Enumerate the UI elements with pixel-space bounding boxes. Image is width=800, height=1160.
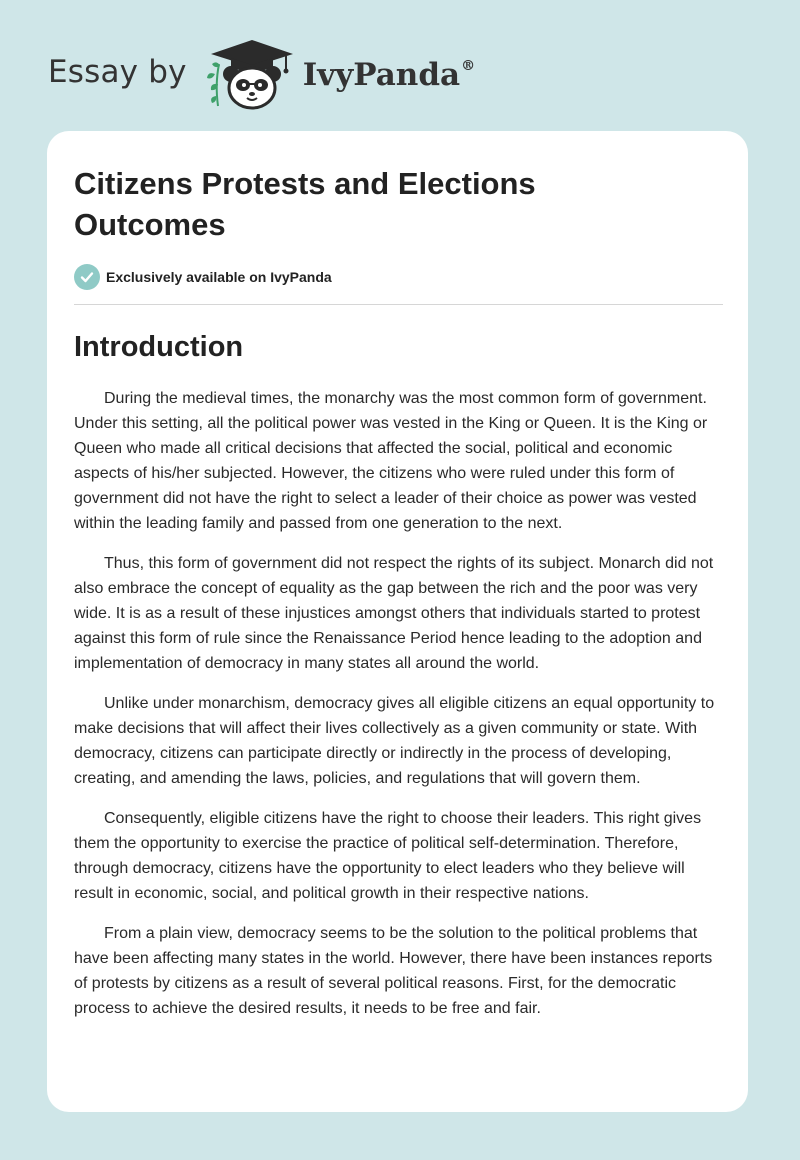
paragraph: During the medieval times, the monarchy was the most common form of government. Under this setting, all the political power was vested in the King or Queen. It is the King or Queen who made all critical decisions that affected the social, political and economic aspects of his/her subjected. However, the citizens who were ruled under this form of government did not have the right to select a leader of their choice as power was vested within the leading family and passed from one generation to the next. xyxy=(74,390,708,532)
essay-title: Citizens Protests and Elections Outcomes xyxy=(74,166,536,242)
divider xyxy=(74,304,723,305)
essay-card xyxy=(47,131,748,1112)
checkmark-icon xyxy=(74,264,100,290)
registered-mark: ® xyxy=(461,57,476,74)
exclusive-badge-text: Exclusively available on IvyPanda xyxy=(106,269,332,285)
paragraph: From a plain view, democracy seems to be the solution to the political problems that have been affecting many states in the world. However, there have been instances reports of protests by citizens as a result of several political reasons. First, for the democratic process to achieve the desired results, it needs to be free and fair. xyxy=(74,925,713,1017)
exclusive-badge xyxy=(74,264,723,290)
brand-name[interactable] xyxy=(303,57,475,93)
brand-name-text: IvyPanda xyxy=(302,57,461,93)
panda-graduation-cap-logo-icon[interactable] xyxy=(205,36,299,112)
section-heading: Introduction xyxy=(74,331,244,363)
paragraph: Unlike under monarchism, democracy gives all eligible citizens an equal opportunity to make decisions that will affect their lives collectively as a given community or state. With democracy, citizens can participate directly or indirectly in the process of developing, creating, and amending the laws, policies, and regulations that will govern them. xyxy=(74,695,715,787)
paragraph: Consequently, eligible citizens have the right to choose their leaders. This right gives them the opportunity to exercise the practice of political self-determination. Therefore, through democracy, citizens have the opportunity to elect leaders who they believe will result in economic, social, and political growth in their respective nations. xyxy=(74,810,702,902)
essay-by-label: Essay by xyxy=(48,54,187,90)
site-header xyxy=(48,36,475,112)
essay-content xyxy=(74,163,723,1036)
essay-body xyxy=(74,386,723,1021)
paragraph: Thus, this form of government did not respect the rights of its subject. Monarch did not also embrace the concept of equality as the gap between the rich and the poor was very wide. It is as a result of these injustices amongst others that individuals started to protest against this form of rule since the Renaissance Period hence leading to the adoption and implementation of democracy in many states all around the world. xyxy=(74,555,714,672)
